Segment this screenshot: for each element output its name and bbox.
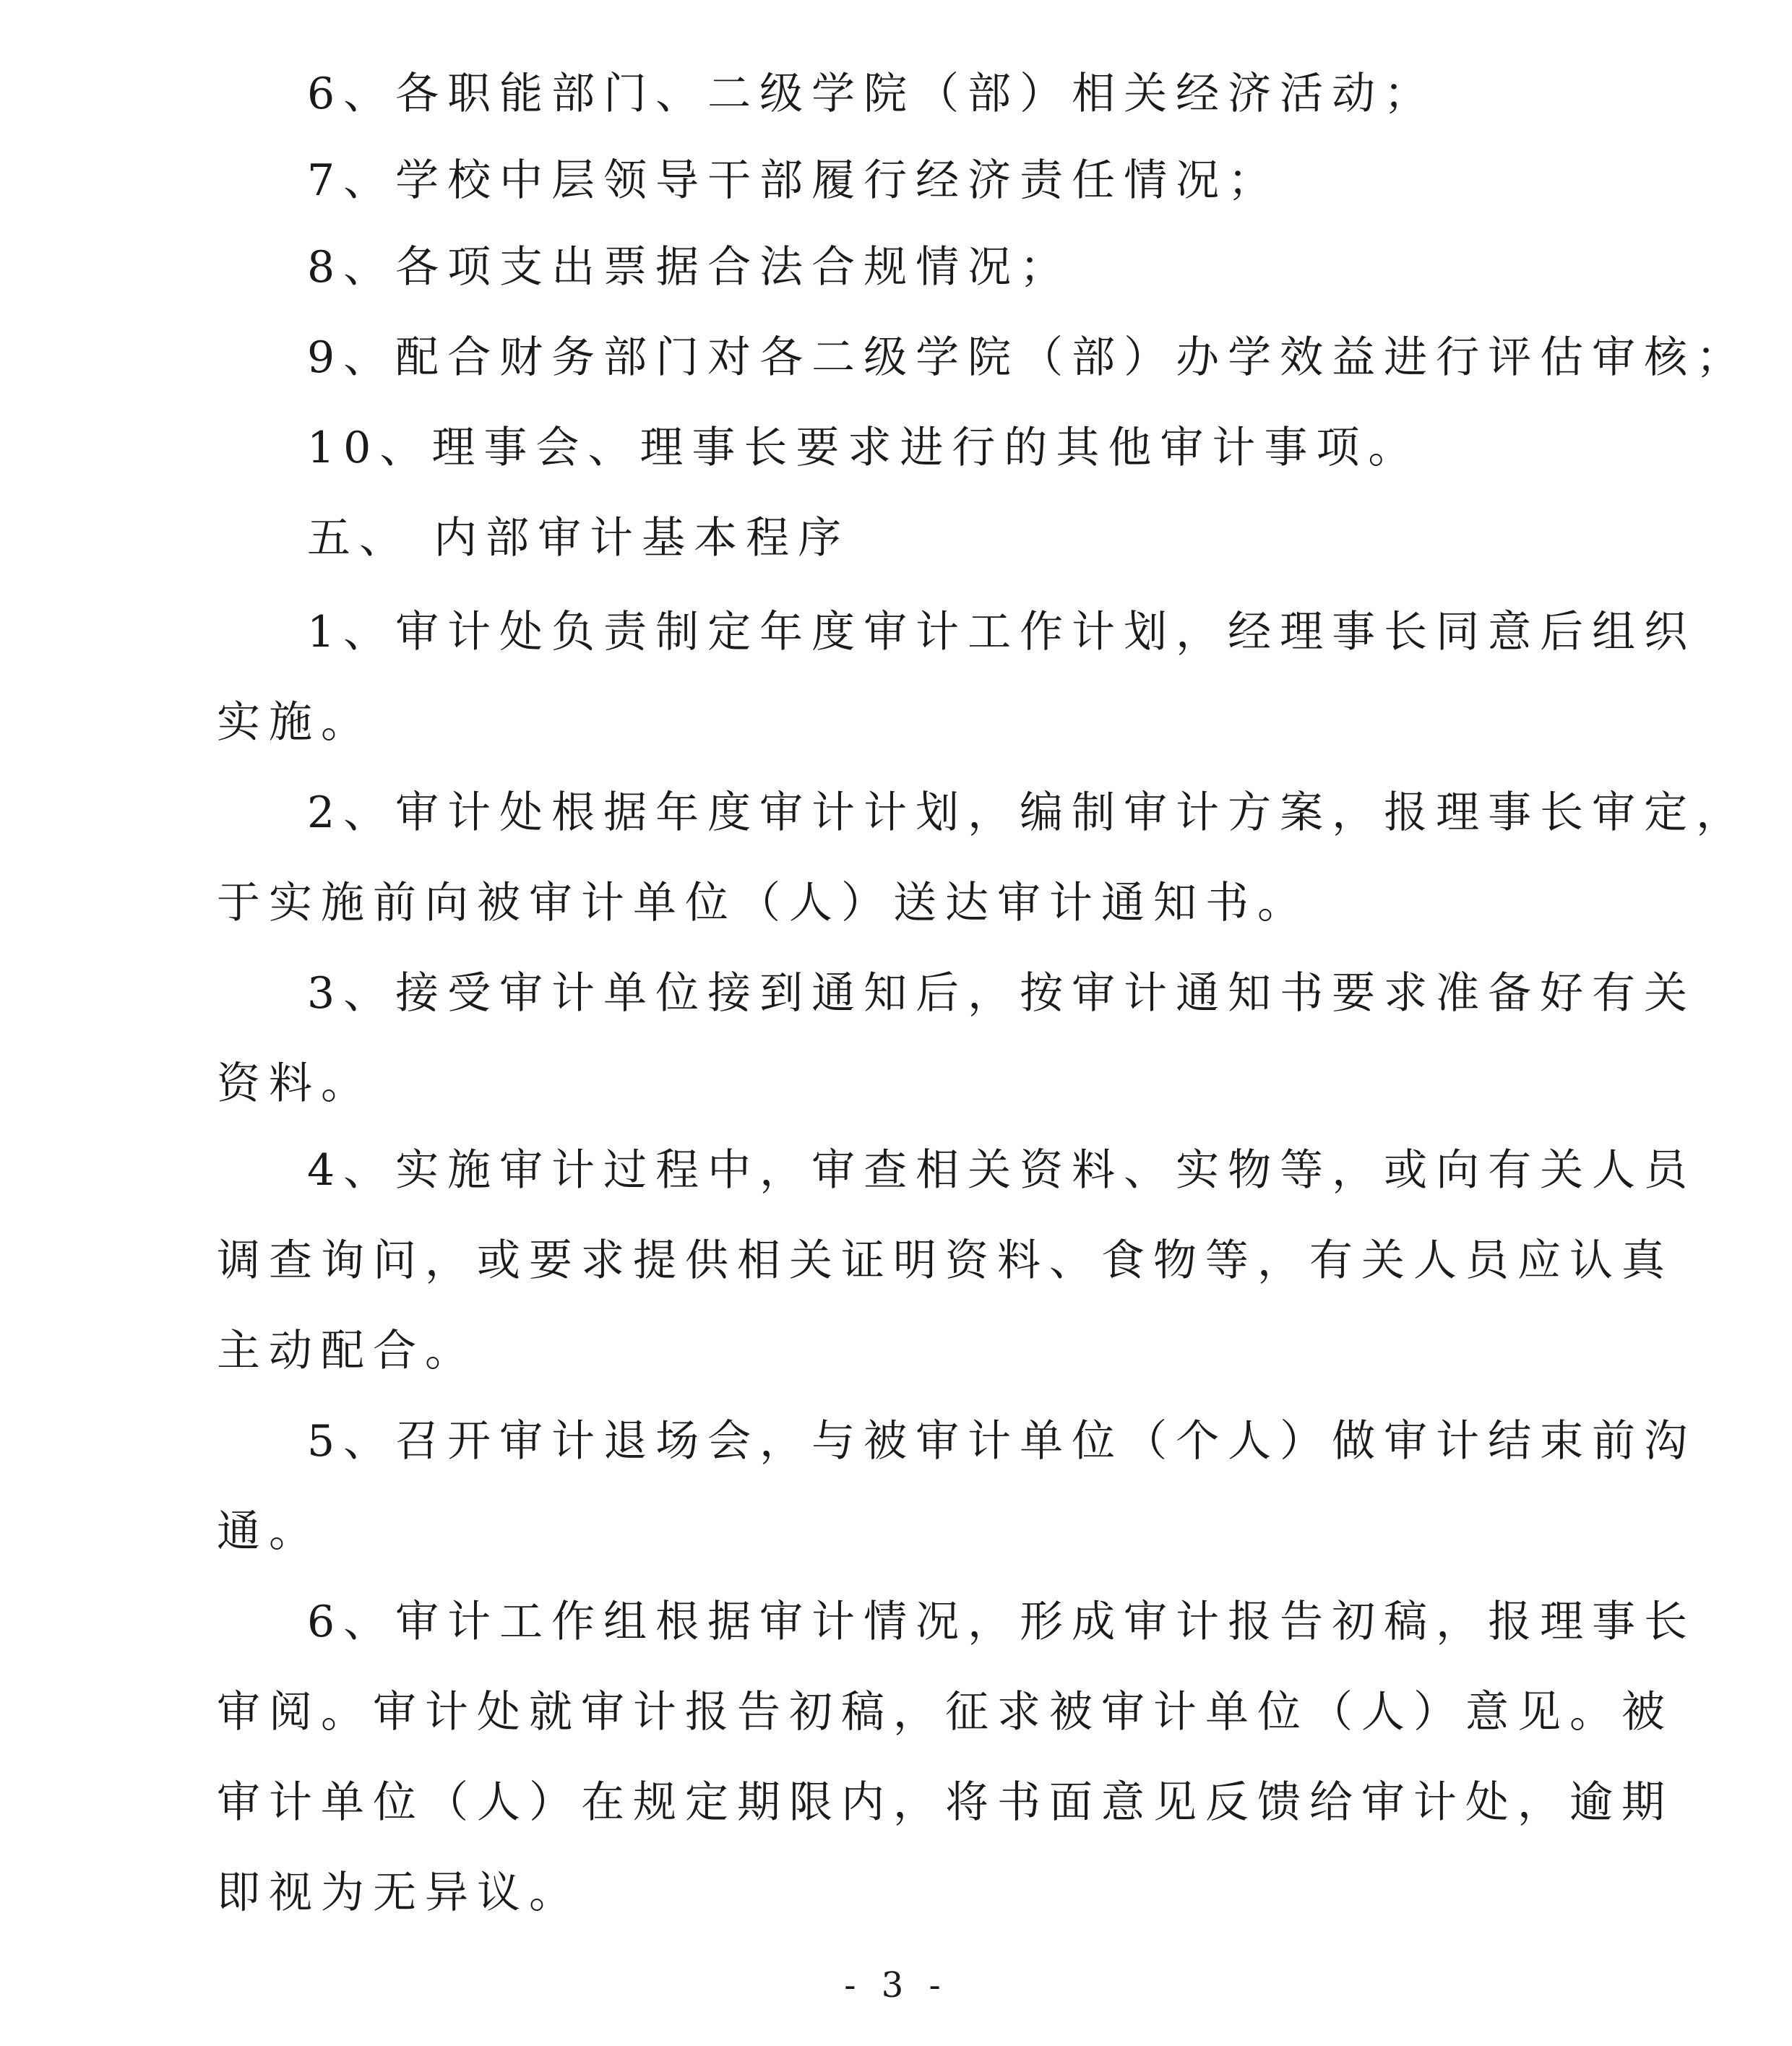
item-7-economic-responsibility: 7、学校中层领导干部履行经济责任情况；: [307, 155, 1280, 206]
item-9-benefit-assessment: 9、配合财务部门对各二级学院（部）办学效益进行评估审核；: [307, 332, 1749, 383]
step-6-line-3: 审计单位（人）在规定期限内，将书面意见反馈给审计处，逾期: [217, 1777, 1673, 1828]
step-4-line-3: 主动配合。: [217, 1326, 477, 1376]
item-10-other-audit-matters: 10、理事会、理事长要求进行的其他审计事项。: [307, 423, 1421, 473]
section-heading-audit-procedure: 五、 内部审计基本程序: [307, 513, 850, 564]
item-8-expense-receipts: 8、各项支出票据合法合规情况；: [307, 242, 1072, 293]
step-6-line-1: 6、审计工作组根据审计情况，形成审计报告初稿，报理事长: [307, 1597, 1697, 1647]
step-4-line-2: 调查询问，或要求提供相关证明资料、食物等，有关人员应认真: [217, 1235, 1673, 1286]
step-5-line-1: 5、召开审计退场会，与被审计单位（个人）做审计结束前沟: [307, 1416, 1697, 1467]
step-1-line-1: 1、审计处负责制定年度审计工作计划，经理事长同意后组织: [307, 607, 1697, 657]
step-1-line-2: 实施。: [217, 697, 373, 748]
page-number: - 3 -: [844, 1965, 948, 2006]
item-6-economic-activities: 6、各职能部门、二级学院（部）相关经济活动；: [307, 69, 1436, 119]
step-5-line-2: 通。: [217, 1506, 321, 1557]
step-3-line-2: 资料。: [217, 1058, 373, 1109]
step-3-line-1: 3、接受审计单位接到通知后，按审计通知书要求准备好有关: [307, 968, 1697, 1019]
step-2-line-1: 2、审计处根据年度审计计划，编制审计方案，报理事长审定，: [307, 787, 1749, 838]
step-6-line-2: 审阅。审计处就审计报告初稿，征求被审计单位（人）意见。被: [217, 1687, 1673, 1738]
step-4-line-1: 4、实施审计过程中，审查相关资料、实物等，或向有关人员: [307, 1145, 1697, 1196]
step-6-line-4: 即视为无异议。: [217, 1868, 581, 1918]
step-2-line-2: 于实施前向被审计单位（人）送达审计通知书。: [217, 878, 1309, 928]
